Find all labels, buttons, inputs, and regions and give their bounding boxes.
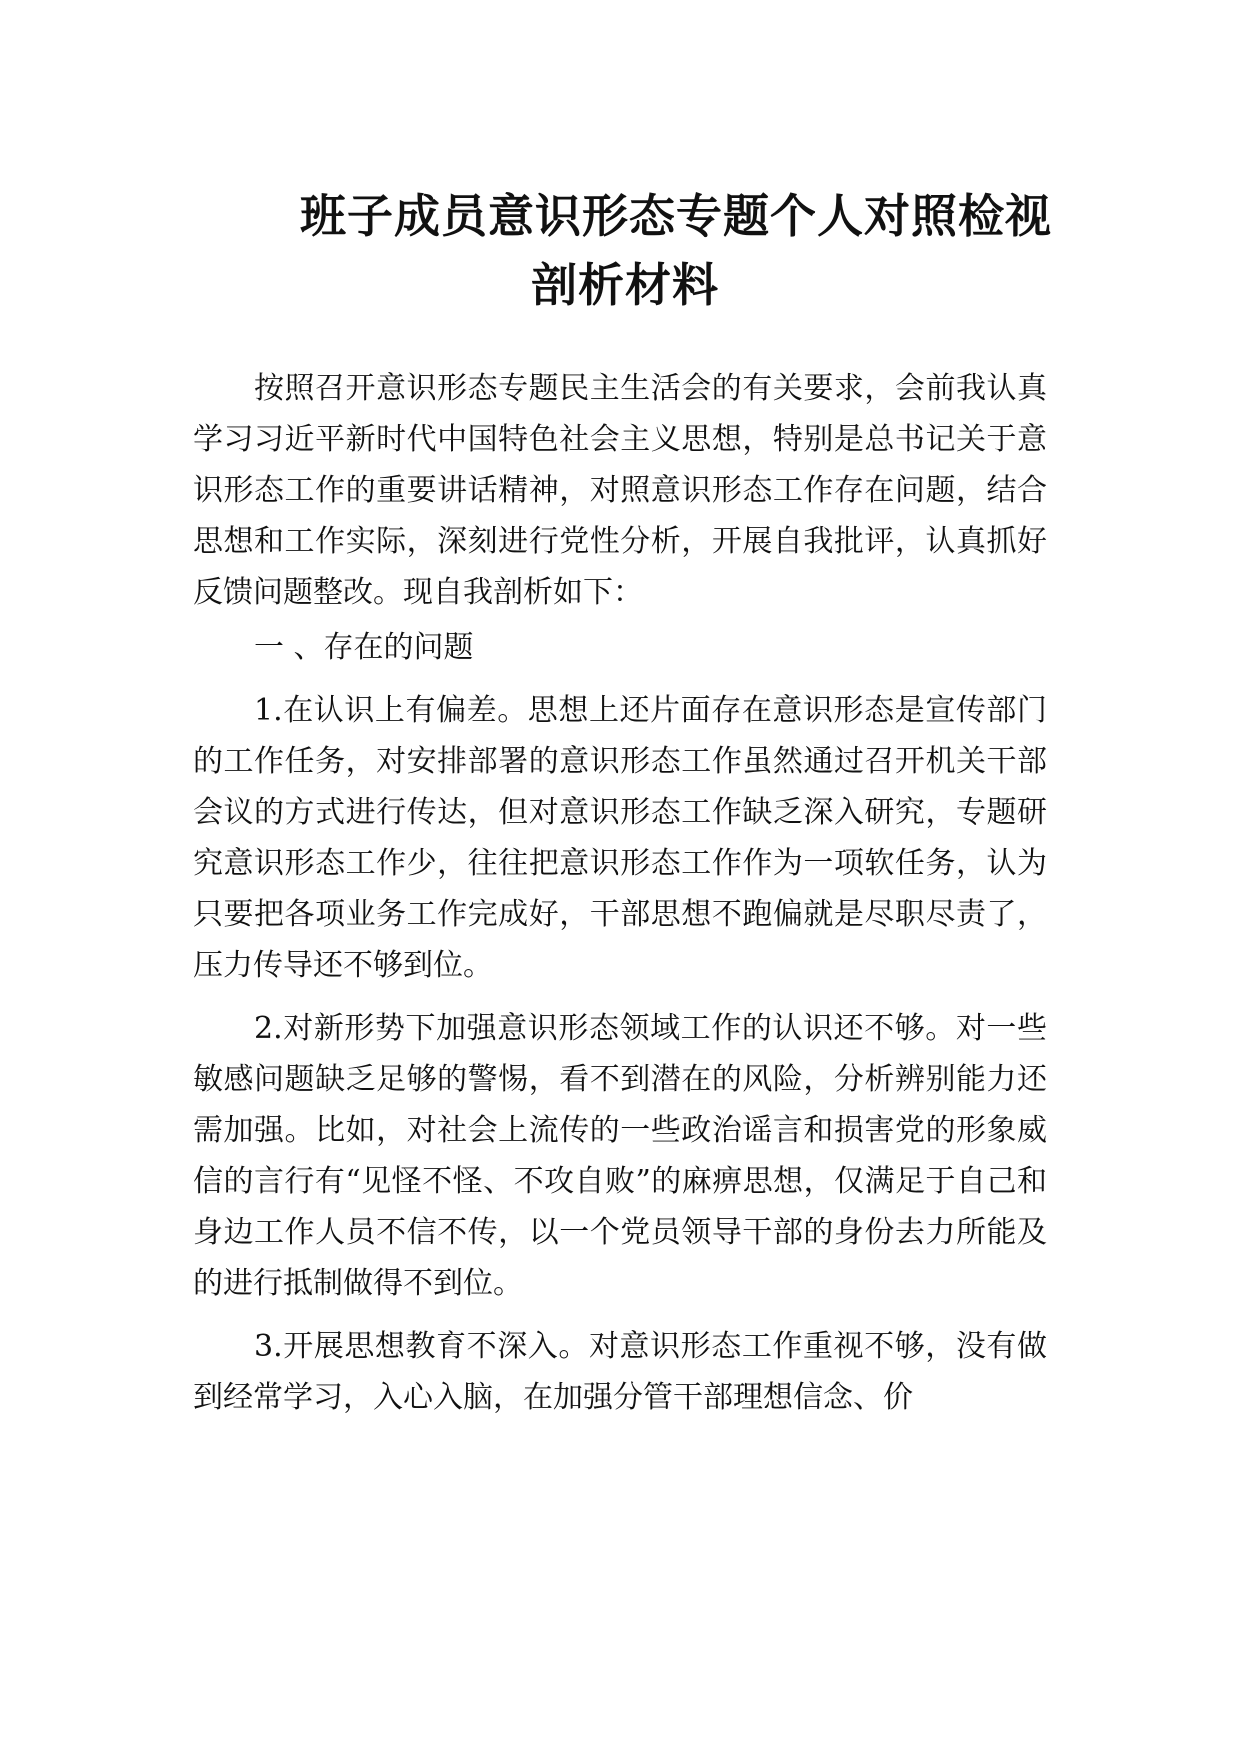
section-heading-problems: 一 、存在的问题 <box>254 630 474 665</box>
problem-item-2: 2.对新形势下加强意识形态领域工作的认识还不够。对一些敏感问题缺乏足够的警惕，看不到潜在的风险，分析辨别能力还需加强。比如，对社会上流传的一些政治谣言和损害党的形象威信的言行有“见怪不怪、不攻自败”的麻痹思想，仅满足于自己和身边工作人员不信不传，以一个党员领导干部的身份去力所能及的进行抵制做得不到位。 <box>193 1011 1047 1301</box>
document-title-line-2: 剖析材料 <box>531 258 719 312</box>
document-body <box>193 363 1047 1423</box>
intro-paragraph: 按照召开意识形态专题民主生活会的有关要求，会前我认真学习习近平新时代中国特色社会主义思想，特别是总书记关于意识形态工作的重要讲话精神，对照意识形态工作存在问题，结合思想和工作实际，深刻进行党性分析，开展自我批评，认真抓好反馈问题整改。现自我剖析如下： <box>193 371 1047 610</box>
problem-item-3: 3.开展思想教育不深入。对意识形态工作重视不够，没有做到经常学习，入心入脑，在加强分管干部理想信念、价 <box>193 1329 1047 1415</box>
document-title-line-1: 班子成员意识形态专题个人对照检视 <box>300 189 1052 243</box>
problem-item-1: 1.在认识上有偏差。思想上还片面存在意识形态是宣传部门的工作任务，对安排部署的意识形态工作虽然通过召开机关干部会议的方式进行传达，但对意识形态工作缺乏深入研究，专题研究意识形态工作少，往往把意识形态工作作为一项软任务，认为只要把各项业务工作完成好，干部思想不跑偏就是尽职尽责了，压力传导还不够到位。 <box>193 693 1047 983</box>
